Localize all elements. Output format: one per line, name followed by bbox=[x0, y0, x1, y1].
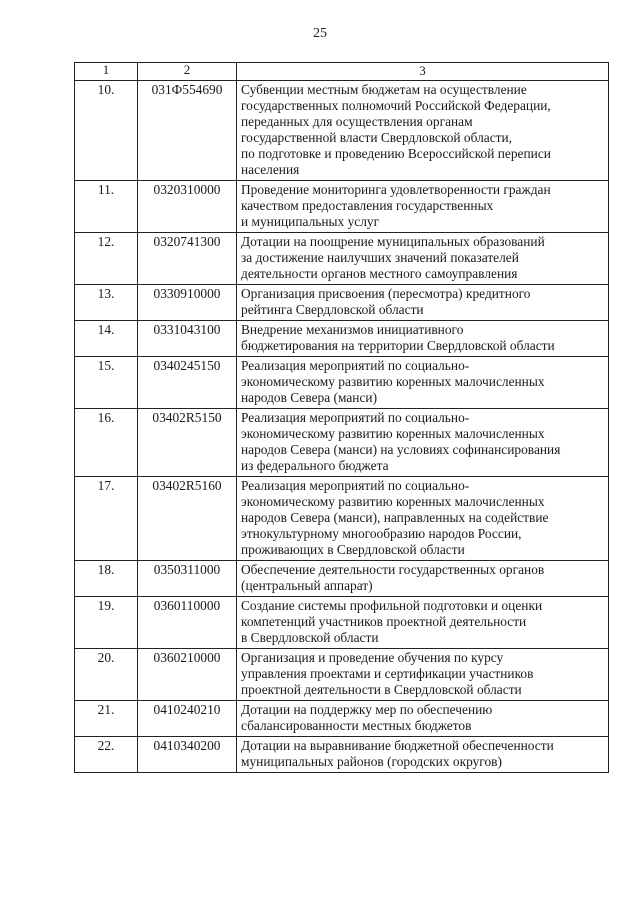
budget-code: 0360110000 bbox=[153, 598, 221, 613]
description-line: Проведение мониторинга удовлетворенности граждан bbox=[241, 182, 551, 197]
budget-code-cell bbox=[138, 649, 237, 701]
budget-code: 03402R5150 bbox=[152, 410, 222, 425]
description-line: Субвенции местным бюджетам на осуществление bbox=[241, 82, 527, 97]
description-line: качеством предоставления государственных bbox=[241, 198, 494, 213]
description-line: и муниципальных услуг bbox=[241, 214, 380, 229]
row-number-cell bbox=[75, 649, 138, 701]
row-number: 19. bbox=[97, 598, 115, 613]
row-number-cell bbox=[75, 597, 138, 649]
description-cell bbox=[237, 81, 609, 181]
budget-code: 0340245150 bbox=[153, 358, 221, 373]
row-number: 18. bbox=[97, 562, 115, 577]
page-number: 25 bbox=[313, 26, 327, 41]
description-cell bbox=[237, 649, 609, 701]
description-line: рейтинга Свердловской области bbox=[241, 302, 424, 317]
description-line: Организация и проведение обучения по курсу bbox=[241, 650, 504, 665]
description-line: переданных для осуществления органам bbox=[241, 114, 473, 129]
description-line: Организация присвоения (пересмотра) кредитного bbox=[241, 286, 531, 301]
description-cell bbox=[237, 597, 609, 649]
row-number: 13. bbox=[97, 286, 115, 301]
description-line: этнокультурному многообразию народов России, bbox=[241, 526, 522, 541]
table-header-row bbox=[75, 63, 609, 81]
table-row bbox=[75, 285, 609, 321]
table-row bbox=[75, 357, 609, 409]
table-row bbox=[75, 477, 609, 561]
description-line: сбалансированности местных бюджетов bbox=[241, 718, 472, 733]
budget-classification-table bbox=[74, 62, 609, 773]
budget-code: 0320310000 bbox=[153, 182, 221, 197]
budget-code-cell bbox=[138, 233, 237, 285]
row-number-cell bbox=[75, 409, 138, 477]
description-line: экономическому развитию коренных малочисленных bbox=[241, 426, 545, 441]
budget-code: 0330910000 bbox=[153, 286, 221, 301]
row-number-cell bbox=[75, 233, 138, 285]
description-line: компетенций участников проектной деятельности bbox=[241, 614, 527, 629]
row-number-cell bbox=[75, 477, 138, 561]
description-cell bbox=[237, 409, 609, 477]
row-number: 14. bbox=[97, 322, 115, 337]
budget-code-cell bbox=[138, 409, 237, 477]
row-number: 20. bbox=[97, 650, 115, 665]
description-line: Реализация мероприятий по социально- bbox=[241, 358, 470, 373]
row-number-cell bbox=[75, 737, 138, 773]
row-number-cell bbox=[75, 81, 138, 181]
header-col-2: 2 bbox=[138, 63, 237, 81]
table-row bbox=[75, 81, 609, 181]
description-line: проживающих в Свердловской области bbox=[241, 542, 465, 557]
table-row bbox=[75, 649, 609, 701]
description-line: деятельности органов местного самоуправления bbox=[241, 266, 518, 281]
row-number-cell bbox=[75, 561, 138, 597]
description-line: в Свердловской области bbox=[241, 630, 379, 645]
budget-code-cell bbox=[138, 181, 237, 233]
description-cell bbox=[237, 181, 609, 233]
description-line: населения bbox=[241, 162, 300, 177]
table-row bbox=[75, 701, 609, 737]
description-line: экономическому развитию коренных малочисленных bbox=[241, 494, 545, 509]
row-number-cell bbox=[75, 181, 138, 233]
description-cell bbox=[237, 737, 609, 773]
budget-code: 0360210000 bbox=[153, 650, 221, 665]
row-number: 10. bbox=[97, 82, 115, 97]
description-line: государственных полномочий Российской Федерации, bbox=[241, 98, 551, 113]
description-line: Внедрение механизмов инициативного bbox=[241, 322, 464, 337]
row-number: 21. bbox=[97, 702, 115, 717]
description-cell bbox=[237, 561, 609, 597]
table-row bbox=[75, 561, 609, 597]
budget-code-cell bbox=[138, 81, 237, 181]
budget-code-cell bbox=[138, 701, 237, 737]
description-line: экономическому развитию коренных малочисленных bbox=[241, 374, 545, 389]
description-line: бюджетирования на территории Свердловской области bbox=[241, 338, 555, 353]
description-cell bbox=[237, 701, 609, 737]
budget-code-cell bbox=[138, 357, 237, 409]
row-number: 15. bbox=[97, 358, 115, 373]
description-cell bbox=[237, 285, 609, 321]
description-line: (центральный аппарат) bbox=[241, 578, 373, 593]
row-number: 11. bbox=[97, 182, 115, 197]
description-line: Создание системы профильной подготовки и оценки bbox=[241, 598, 543, 613]
budget-code: 0410340200 bbox=[153, 738, 221, 753]
description-line: за достижение наилучших значений показателей bbox=[241, 250, 519, 265]
description-cell bbox=[237, 233, 609, 285]
table-row bbox=[75, 409, 609, 477]
row-number-cell bbox=[75, 357, 138, 409]
description-line: муниципальных районов (городских округов) bbox=[241, 754, 502, 769]
description-line: проектной деятельности в Свердловской области bbox=[241, 682, 522, 697]
description-line: Обеспечение деятельности государственных органов bbox=[241, 562, 545, 577]
description-line: Дотации на выравнивание бюджетной обеспеченности bbox=[241, 738, 554, 753]
row-number-cell bbox=[75, 701, 138, 737]
budget-code: 0331043100 bbox=[153, 322, 221, 337]
row-number: 22. bbox=[97, 738, 115, 753]
row-number: 12. bbox=[97, 234, 115, 249]
row-number: 17. bbox=[97, 478, 115, 493]
table-row bbox=[75, 233, 609, 285]
description-line: из федерального бюджета bbox=[241, 458, 389, 473]
description-line: государственной власти Свердловской области, bbox=[241, 130, 513, 145]
budget-code-cell bbox=[138, 597, 237, 649]
budget-code-cell bbox=[138, 477, 237, 561]
budget-code: 031Ф554690 bbox=[151, 82, 223, 97]
description-line: Дотации на поддержку мер по обеспечению bbox=[241, 702, 493, 717]
budget-code-cell bbox=[138, 321, 237, 357]
description-line: Реализация мероприятий по социально- bbox=[241, 410, 470, 425]
description-cell bbox=[237, 477, 609, 561]
header-col-3: 3 bbox=[237, 63, 609, 81]
budget-code-cell bbox=[138, 285, 237, 321]
description-line: по подготовке и проведению Всероссийской переписи bbox=[241, 146, 551, 161]
description-line: Реализация мероприятий по социально- bbox=[241, 478, 470, 493]
table-row bbox=[75, 597, 609, 649]
description-line: управления проектами и сертификации участников bbox=[241, 666, 534, 681]
description-line: народов Севера (манси), направленных на содействие bbox=[241, 510, 549, 525]
table-row bbox=[75, 181, 609, 233]
budget-code: 0350311000 bbox=[153, 562, 221, 577]
row-number-cell bbox=[75, 285, 138, 321]
description-line: Дотации на поощрение муниципальных образований bbox=[241, 234, 545, 249]
budget-code-cell bbox=[138, 737, 237, 773]
table-row bbox=[75, 737, 609, 773]
description-line: народов Севера (манси) bbox=[241, 390, 378, 405]
row-number-cell bbox=[75, 321, 138, 357]
table-row bbox=[75, 321, 609, 357]
description-cell bbox=[237, 321, 609, 357]
budget-code-cell bbox=[138, 561, 237, 597]
budget-code: 03402R5160 bbox=[152, 478, 222, 493]
row-number: 16. bbox=[97, 410, 115, 425]
description-cell bbox=[237, 357, 609, 409]
description-line: народов Севера (манси) на условиях софинансирования bbox=[241, 442, 561, 457]
budget-code: 0410240210 bbox=[153, 702, 221, 717]
header-col-1: 1 bbox=[75, 63, 138, 81]
budget-code: 0320741300 bbox=[153, 234, 221, 249]
